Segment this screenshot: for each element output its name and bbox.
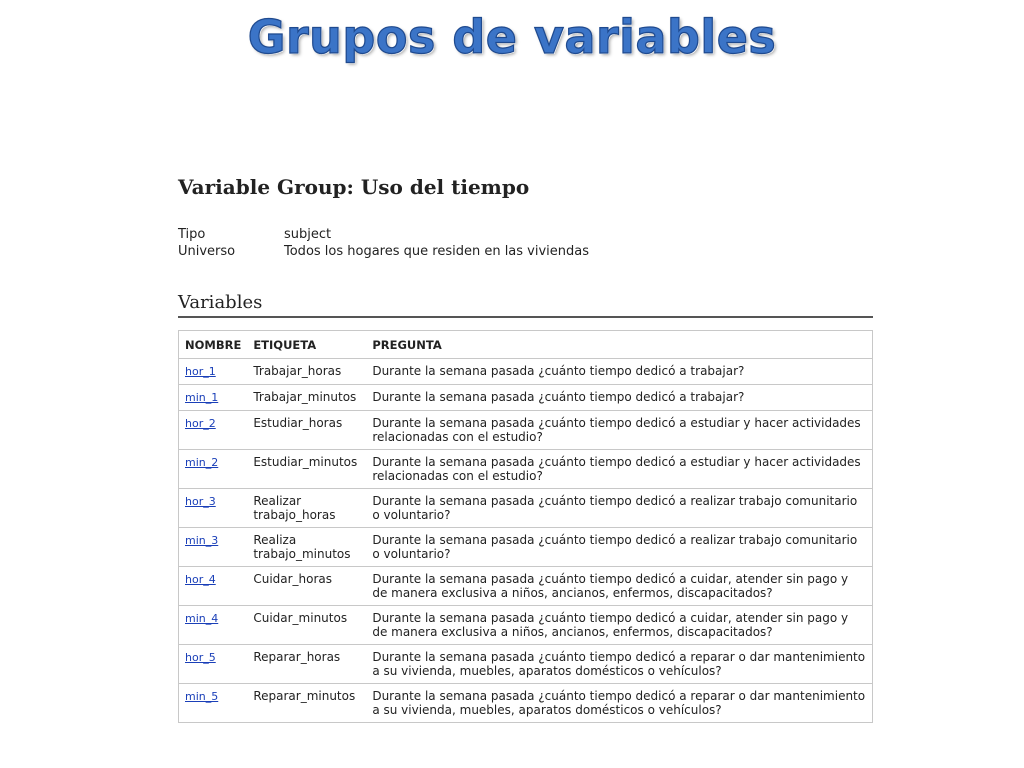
column-header-question: PREGUNTA [366, 331, 872, 359]
variable-question-cell: Durante la semana pasada ¿cuánto tiempo dedicó a realizar trabajo comunitario o voluntario? [366, 489, 872, 528]
variable-name-link[interactable]: min_5 [185, 690, 219, 703]
variable-question-cell: Durante la semana pasada ¿cuánto tiempo dedicó a estudiar y hacer actividades relacionadas con el estudio? [366, 450, 872, 489]
section-divider [178, 316, 873, 318]
table-row [179, 645, 873, 684]
variable-label-cell: Estudiar_minutos [247, 450, 366, 489]
column-header-name: NOMBRE [179, 331, 248, 359]
meta-value: subject [284, 227, 332, 242]
variable-question-cell: Durante la semana pasada ¿cuánto tiempo dedicó a cuidar, atender sin pago y de manera exclusiva a niños, ancianos, enfermos, discapacitados? [366, 567, 872, 606]
variable-name-cell [179, 606, 248, 645]
variable-name-link[interactable]: min_2 [185, 456, 219, 469]
meta-key: Universo [178, 244, 236, 259]
variable-name-link[interactable]: min_4 [185, 612, 219, 625]
table-row [179, 489, 873, 528]
table-row [179, 411, 873, 450]
variable-label-cell: Trabajar_horas [247, 359, 366, 385]
variable-question-cell: Durante la semana pasada ¿cuánto tiempo dedicó a reparar o dar mantenimiento a su vivienda, muebles, aparatos domésticos o vehículos? [366, 684, 872, 723]
variable-label-cell: Cuidar_minutos [247, 606, 366, 645]
variable-name-cell [179, 684, 248, 723]
variable-label-cell: Reparar_minutos [247, 684, 366, 723]
variable-question-cell: Durante la semana pasada ¿cuánto tiempo dedicó a trabajar? [366, 385, 872, 411]
table-header-row [179, 331, 873, 359]
variable-name-cell [179, 567, 248, 606]
variable-name-link[interactable]: hor_2 [185, 417, 216, 430]
table-row [179, 359, 873, 385]
table-row [179, 567, 873, 606]
variable-name-cell [179, 450, 248, 489]
variable-label-cell: Realiza trabajo_minutos [247, 528, 366, 567]
variable-name-cell [179, 489, 248, 528]
variable-question-cell: Durante la semana pasada ¿cuánto tiempo dedicó a cuidar, atender sin pago y de manera exclusiva a niños, ancianos, enfermos, discapacitados? [366, 606, 872, 645]
variable-name-link[interactable]: hor_3 [185, 495, 216, 508]
variable-name-cell [179, 411, 248, 450]
variable-name-link[interactable]: min_3 [185, 534, 219, 547]
variable-label-cell: Cuidar_horas [247, 567, 366, 606]
variable-name-cell [179, 385, 248, 411]
variable-name-link[interactable]: hor_4 [185, 573, 216, 586]
variable-question-cell: Durante la semana pasada ¿cuánto tiempo dedicó a realizar trabajo comunitario o voluntario? [366, 528, 872, 567]
table-row [179, 385, 873, 411]
table-row [179, 528, 873, 567]
variable-question-cell: Durante la semana pasada ¿cuánto tiempo dedicó a reparar o dar mantenimiento a su vivienda, muebles, aparatos domésticos o vehículos? [366, 645, 872, 684]
variable-label-cell: Trabajar_minutos [247, 385, 366, 411]
column-header-label: ETIQUETA [247, 331, 366, 359]
slide-title: Grupos de variables [247, 10, 777, 64]
meta-row-universo [178, 243, 589, 260]
group-metadata [178, 226, 589, 260]
variable-name-link[interactable]: min_1 [185, 391, 219, 404]
variable-question-cell: Durante la semana pasada ¿cuánto tiempo dedicó a estudiar y hacer actividades relacionadas con el estudio? [366, 411, 872, 450]
table-row [179, 450, 873, 489]
variable-name-cell [179, 528, 248, 567]
variable-name-link[interactable]: hor_5 [185, 651, 216, 664]
variables-section-title: Variables [178, 292, 263, 313]
table-row [179, 606, 873, 645]
meta-value: Todos los hogares que residen en las viviendas [284, 244, 590, 259]
variables-table [178, 330, 873, 723]
variable-question-cell: Durante la semana pasada ¿cuánto tiempo dedicó a trabajar? [366, 359, 872, 385]
variable-label-cell: Realizar trabajo_horas [247, 489, 366, 528]
variable-label-cell: Estudiar_horas [247, 411, 366, 450]
meta-key: Tipo [178, 227, 206, 242]
variable-name-cell [179, 359, 248, 385]
variable-label-cell: Reparar_horas [247, 645, 366, 684]
variable-group-title: Variable Group: Uso del tiempo [178, 175, 530, 199]
variable-name-cell [179, 645, 248, 684]
meta-row-tipo [178, 226, 589, 243]
variable-name-link[interactable]: hor_1 [185, 365, 216, 378]
table-row [179, 684, 873, 723]
